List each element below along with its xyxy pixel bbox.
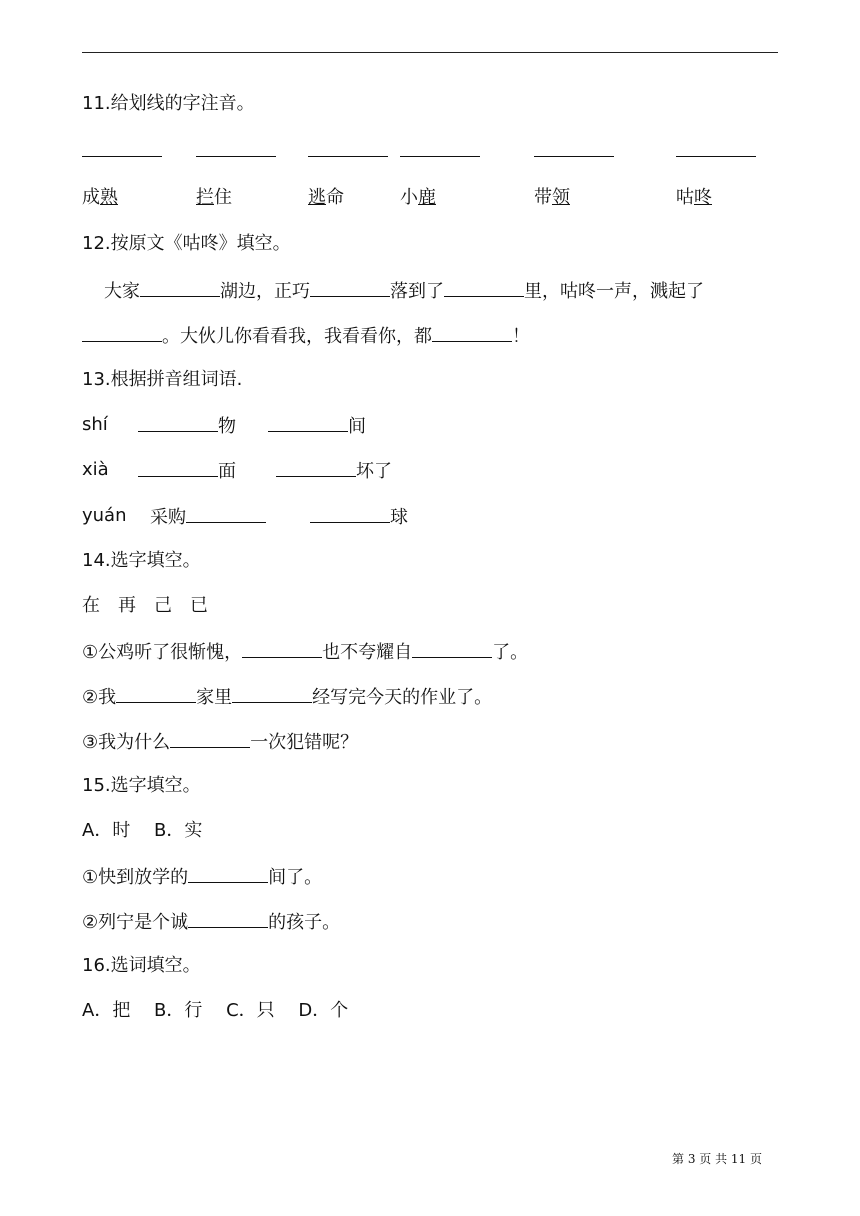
word-entry: 坏了 bbox=[276, 458, 392, 484]
fill-blank[interactable] bbox=[138, 413, 218, 432]
q11-word-5: 带领 bbox=[534, 187, 570, 208]
q14-title: 14.选字填空。 bbox=[82, 550, 201, 571]
fill-blank[interactable] bbox=[268, 413, 348, 432]
fill-blank[interactable] bbox=[188, 864, 268, 883]
fill-blank[interactable] bbox=[232, 684, 312, 703]
header-rule bbox=[82, 52, 778, 53]
fill-blank[interactable] bbox=[242, 639, 322, 658]
fill-blank[interactable] bbox=[188, 909, 268, 928]
q11-word-3: 逃命 bbox=[308, 187, 344, 208]
pinyin-label: yuán bbox=[82, 505, 127, 526]
fill-blank[interactable] bbox=[412, 639, 492, 658]
fill-blank[interactable] bbox=[138, 458, 218, 477]
fill-blank[interactable] bbox=[116, 684, 196, 703]
fill-blank[interactable] bbox=[310, 504, 390, 523]
q14-options: 在 再 己 已 bbox=[82, 595, 208, 616]
pinyin-blank-4[interactable] bbox=[400, 138, 480, 157]
word-entry: 面 bbox=[138, 458, 236, 484]
pinyin-label: shí bbox=[82, 414, 108, 435]
pinyin-blank-3[interactable] bbox=[308, 138, 388, 157]
q14-item-3: ③我为什么 一次犯错呢？ bbox=[82, 729, 358, 755]
fill-blank[interactable] bbox=[82, 323, 162, 342]
q11-word-6: 咕咚 bbox=[676, 187, 712, 208]
word-entry: 采购 bbox=[150, 504, 266, 530]
pinyin-blank-2[interactable] bbox=[196, 138, 276, 157]
fill-blank[interactable] bbox=[186, 504, 266, 523]
word-entry: 物 bbox=[138, 413, 236, 439]
page-footer: 第 3 页 共 11 页 bbox=[672, 1152, 762, 1166]
q15-title: 15.选字填空。 bbox=[82, 775, 201, 796]
q16-title: 16.选词填空。 bbox=[82, 955, 201, 976]
q12-title: 12.按原文《咕咚》填空。 bbox=[82, 233, 291, 254]
fill-blank[interactable] bbox=[432, 323, 512, 342]
pinyin-blank-5[interactable] bbox=[534, 138, 614, 157]
q14-item-2: ②我 家里 经写完今天的作业了。 bbox=[82, 684, 492, 710]
pinyin-blank-1[interactable] bbox=[82, 138, 162, 157]
q12-line-2: 。大伙儿你看看我，我看看你，都 ！ bbox=[82, 323, 530, 349]
q16-options: A．把 B．行 C．只 D．个 bbox=[82, 1000, 349, 1021]
pinyin-blank-6[interactable] bbox=[676, 138, 756, 157]
q15-options: A．时 B．实 bbox=[82, 820, 203, 841]
q12-line-1: 大家 湖边，正巧 落到了 里，咕咚一声，溅起了 bbox=[104, 278, 704, 304]
word-entry: 球 bbox=[310, 504, 408, 530]
q13-title: 13.根据拼音组词语. bbox=[82, 369, 243, 390]
q15-item-2: ②列宁是个诚 的孩子。 bbox=[82, 909, 340, 935]
q14-item-1: ①公鸡听了很惭愧， 也不夸耀自 了。 bbox=[82, 639, 528, 665]
fill-blank[interactable] bbox=[444, 278, 524, 297]
fill-blank[interactable] bbox=[170, 729, 250, 748]
fill-blank[interactable] bbox=[276, 458, 356, 477]
q15-item-1: ①快到放学的 间了。 bbox=[82, 864, 322, 890]
q11-word-4: 小鹿 bbox=[400, 187, 436, 208]
fill-blank[interactable] bbox=[140, 278, 220, 297]
pinyin-label: xià bbox=[82, 459, 109, 480]
q11-title: 11.给划线的字注音。 bbox=[82, 93, 255, 114]
fill-blank[interactable] bbox=[310, 278, 390, 297]
q11-word-2: 拦住 bbox=[196, 187, 232, 208]
q11-word-1: 成熟 bbox=[82, 187, 118, 208]
word-entry: 间 bbox=[268, 413, 366, 439]
